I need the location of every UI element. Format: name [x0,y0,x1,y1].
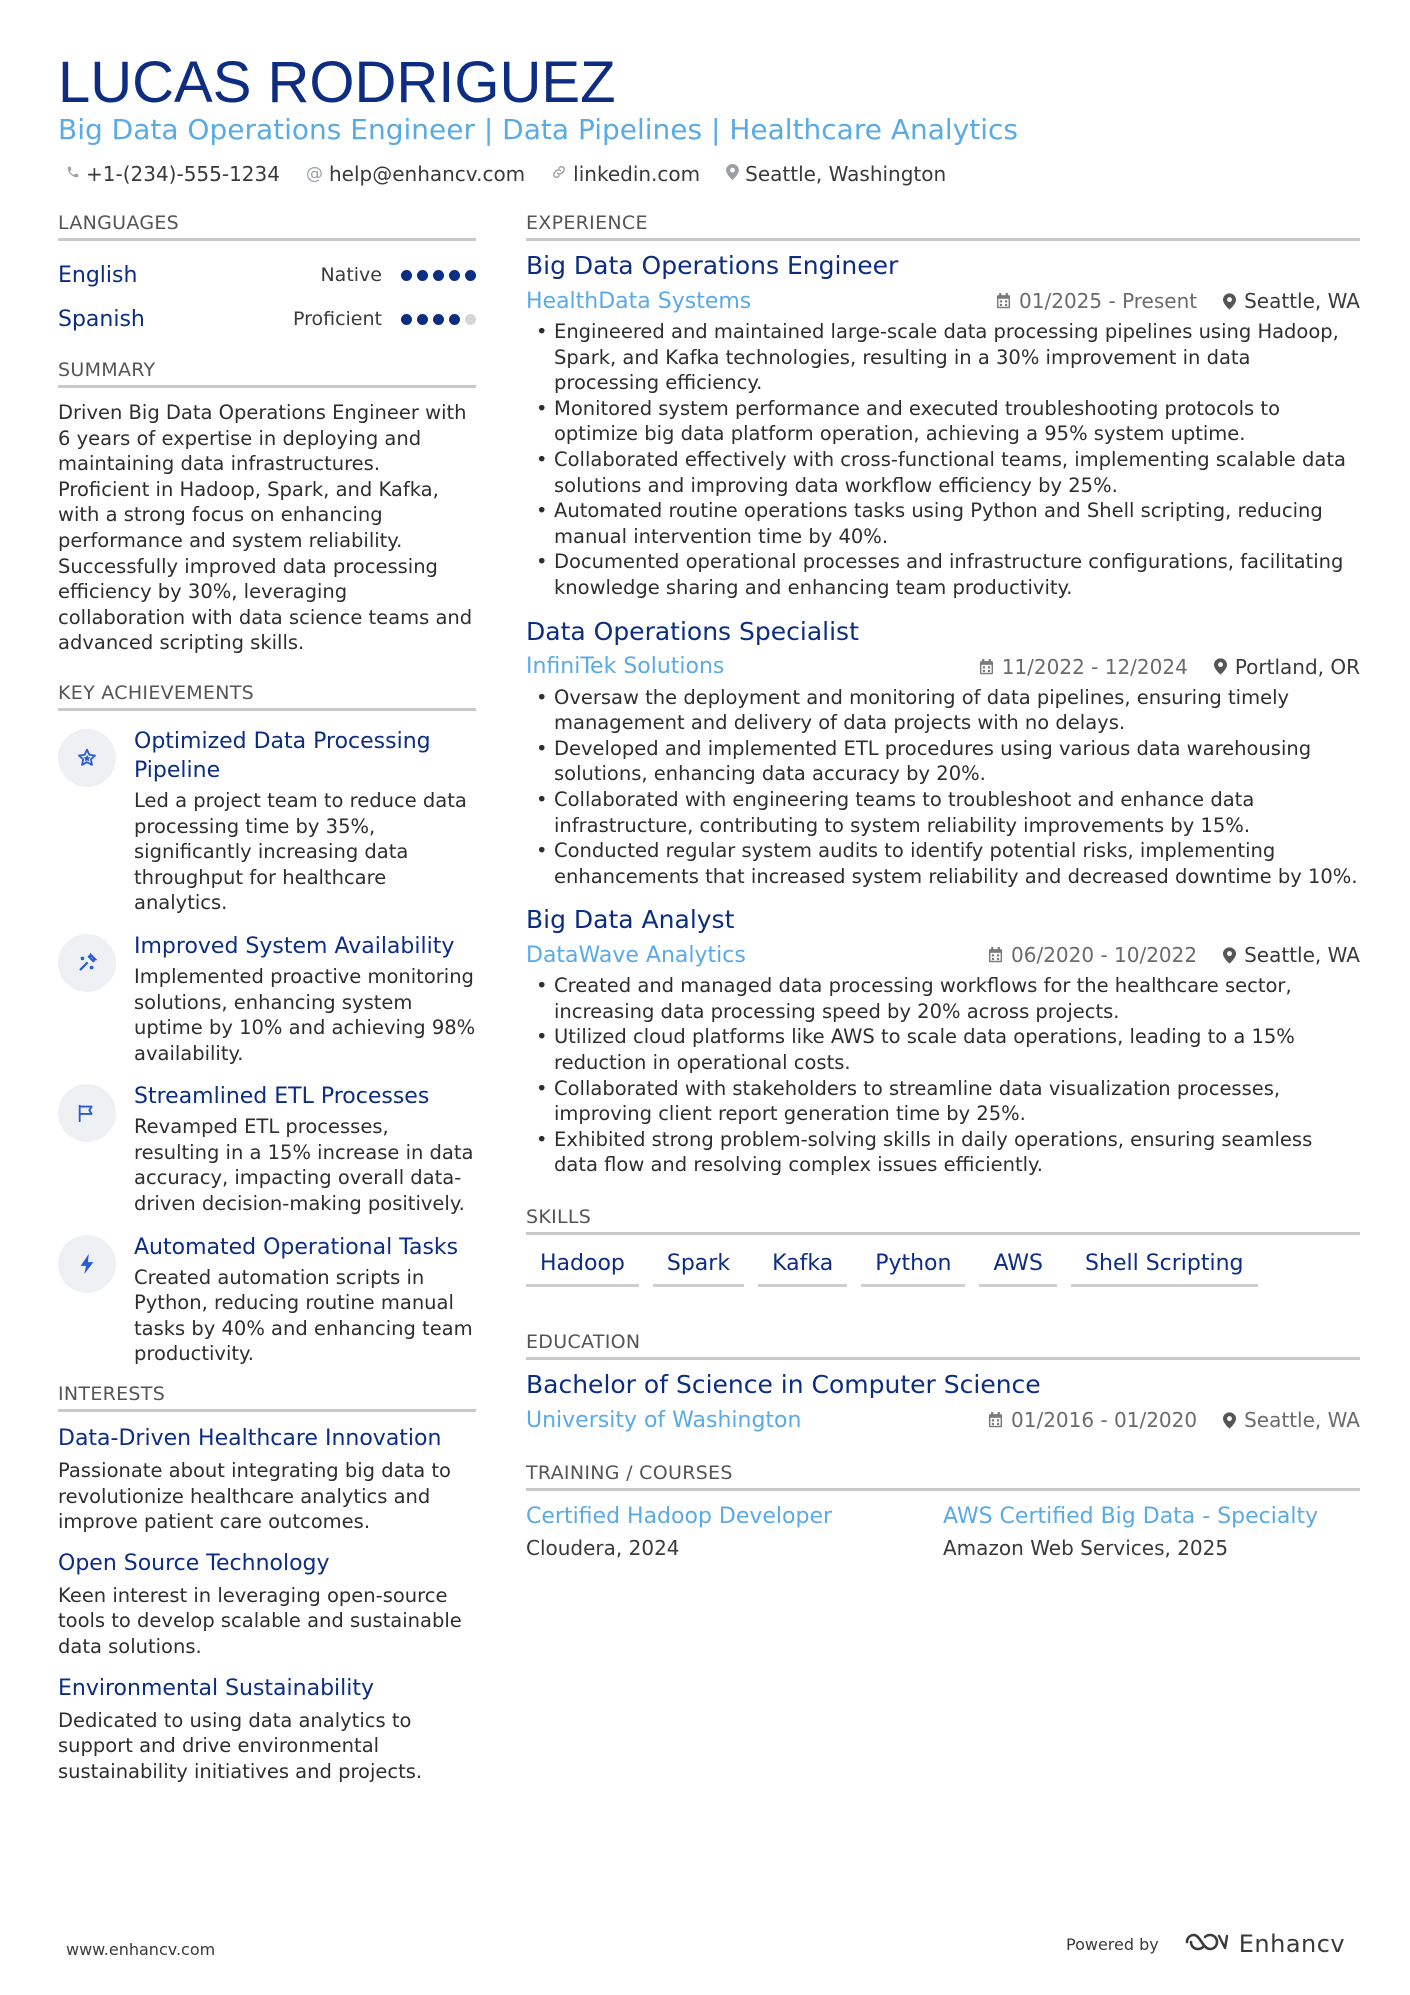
job-bullet: • Monitored system performance and executed troubleshooting protocols to optimize big data platform operation, achieving a 95% system uptime. [526,396,1360,447]
linkedin-text: linkedin.com [573,162,701,186]
job-bullet: • Developed and implemented ETL procedures using various data warehousing solutions, enhancing data accuracy by 20%. [526,736,1360,787]
language-rating [396,314,476,325]
job-dates-text: 01/2025 - Present [1019,289,1198,313]
job-location [1223,289,1360,313]
course-provider: Cloudera, 2024 [526,1536,680,1561]
interest-item [58,1549,476,1660]
achievements-heading: KEY ACHIEVEMENTS [58,682,476,711]
candidate-name: LUCAS RODRIGUEZ [58,50,616,115]
interest-title: Environmental Sustainability [58,1675,375,1701]
languages-heading: LANGUAGES [58,212,476,241]
job-bullet: • Exhibited strong problem-solving skills in daily operations, ensuring seamless data flow and resolving complex issues efficiently. [526,1127,1360,1178]
education-entry [526,1368,1360,1438]
language-row [58,253,476,297]
school-name: University of Washington [526,1407,802,1433]
location-pin-icon [1214,658,1227,675]
calendar-icon [988,1412,1003,1428]
job-bullet: • Utilized cloud platforms like AWS to scale data operations, leading to a 15% reduction in operational costs. [526,1024,1360,1075]
job-entry [526,903,1360,1178]
job-bullet: • Oversaw the deployment and monitoring of data pipelines, ensuring timely management and delivery of data projects with no delays. [526,685,1360,736]
achievement-text: Created automation scripts in Python, reducing routine manual tasks by 40% and enhancing team productivity. [134,1265,473,1366]
interest-text: Dedicated to using data analytics to support and drive environmental sustainability initiatives and projects. [58,1708,423,1783]
location-pin-icon [1223,1412,1236,1429]
skill-tag: AWS [979,1245,1057,1287]
footer-branding[interactable] [1066,1930,1345,1958]
job-meta [526,283,1360,319]
language-rating [396,270,476,281]
language-name: English [58,262,138,288]
job-dates [979,655,1188,679]
phone-icon [66,164,80,184]
company-name: HealthData Systems [526,288,752,314]
job-bullets [526,973,1360,1178]
calendar-icon [996,293,1011,309]
achievement-item [58,727,476,916]
achievement-item [58,1082,476,1216]
link-icon [551,164,567,185]
language-level: Proficient [292,308,382,330]
job-dates [988,943,1197,967]
left-column [58,212,476,1798]
rating-dot-empty [465,314,476,325]
interest-item [58,1424,476,1535]
summary-heading: SUMMARY [58,359,476,388]
language-name: Spanish [58,306,145,332]
job-dates-text: 11/2022 - 12/2024 [1001,654,1188,679]
job-entry [526,615,1360,890]
rating-dot [449,270,460,281]
location-pin-icon [726,164,739,185]
skill-tag: Kafka [758,1245,847,1287]
course-title: AWS Certified Big Data - Specialty [943,1504,1319,1530]
job-bullet: • Documented operational processes and infrastructure configurations, facilitating knowledge sharing and enhancing team productivity. [526,549,1360,600]
achievement-text: Revamped ETL processes, resulting in a 15% increase in data accuracy, impacting overall data-driven decision-making positively. [134,1115,474,1216]
achievement-text: Implemented proactive monitoring solutions, enhancing system uptime by 10% and achieving 98% availability. [134,964,476,1065]
calendar-icon [988,947,1003,963]
email-text: help@enhancv.com [328,162,526,186]
summary-text: Driven Big Data Operations Engineer with 6 years of expertise in deploying and maintaining data infrastructures. Proficient in Hadoop, Spark, and Kafka, with a strong focus on enhancing performance and system reliability. Successfully improved data processing efficiency by 30%, leveraging collaboration with data science teams and advanced scripting skills. [58,401,473,655]
rating-dot [433,314,444,325]
rating-dot [401,270,412,281]
contact-bar [66,162,972,186]
job-bullet: • Collaborated effectively with cross-functional teams, implementing scalable data solutions and improving data workflow efficiency by 25%. [526,447,1360,498]
skill-tag: Spark [653,1245,744,1287]
calendar-icon [979,659,994,675]
course-provider: Amazon Web Services, 2025 [943,1536,1229,1561]
lightning-icon [58,1235,116,1293]
interests-section [58,1424,476,1784]
achievement-text: Led a project team to reduce data processing time by 35%, significantly increasing data throughput for healthcare analytics. [134,788,467,915]
job-dates-text: 06/2020 - 10/2022 [1011,943,1198,968]
language-level: Native [320,264,382,286]
rating-dot [417,270,428,281]
job-bullets [526,319,1360,601]
course-item [943,1501,1360,1563]
phone-text: +1-(234)-555-1234 [86,162,280,186]
education-location [1223,1408,1360,1432]
brand-name: Enhancv [1238,1930,1346,1958]
contact-location [726,162,946,186]
job-bullet: • Conducted regular system audits to identify potential risks, implementing enhancements that increased system reliability and decreased downtime by 10%. [526,838,1360,889]
interest-item [58,1674,476,1785]
job-location-text: Seattle, WA [1244,289,1360,313]
job-meta [526,937,1360,973]
job-bullet: • Created and managed data processing workflows for the healthcare sector, increasing data processing speed by 20% across projects. [526,973,1360,1024]
job-title: Big Data Operations Engineer [526,251,899,280]
location-text: Seattle, Washington [745,162,947,186]
achievement-item [58,932,476,1066]
headline: Big Data Operations Engineer | Data Pipelines | Healthcare Analytics [58,113,1019,146]
achievement-title: Streamlined ETL Processes [134,1084,430,1110]
achievement-title: Optimized Data Processing Pipeline [134,728,431,783]
job-dates [996,289,1197,313]
job-location-text: Seattle, WA [1244,943,1360,968]
star-icon [58,729,116,787]
experience-heading: EXPERIENCE [526,212,1360,241]
interest-text: Keen interest in leveraging open-source tools to develop scalable and sustainable data solutions. [58,1583,462,1658]
right-column [526,212,1360,1563]
language-row [58,297,476,341]
education-meta [526,1402,1360,1438]
job-bullet: • Automated routine operations tasks using Python and Shell scripting, reducing manual intervention time by 40%. [526,498,1360,549]
rating-dot [401,314,412,325]
contact-email[interactable] [306,162,525,186]
course-item [526,1501,943,1563]
interests-heading: INTERESTS [58,1383,476,1412]
job-bullet: • Collaborated with engineering teams to troubleshoot and enhance data infrastructure, contributing to system reliability improvements by 15%. [526,787,1360,838]
job-entry [526,249,1360,601]
languages-section [58,253,476,341]
location-pin-icon [1223,947,1236,964]
skill-tag: Python [861,1245,965,1287]
achievement-title: Improved System Availability [134,933,455,959]
job-bullet: • Collaborated with stakeholders to streamline data visualization processes, improving client report generation time by 25%. [526,1076,1360,1127]
rating-dot [465,270,476,281]
rating-dot [449,314,460,325]
achievements-section [58,727,476,1367]
company-name: DataWave Analytics [526,942,746,968]
job-location-text: Portland, OR [1234,654,1360,679]
education-dates [988,1408,1197,1432]
skills-list [526,1245,1360,1287]
company-name: InfiniTek Solutions [526,654,725,680]
location-pin-icon [1223,293,1236,310]
job-location [1223,943,1360,967]
interest-title: Data-Driven Healthcare Innovation [58,1426,442,1452]
job-title: Big Data Analyst [526,905,735,935]
rating-dot [433,270,444,281]
contact-linkedin[interactable] [551,162,700,186]
job-bullet: • Engineered and maintained large-scale data processing pipelines using Hadoop, Spark, and Kafka technologies, resulting in a 30% improvement in data processing efficiency. [526,319,1360,396]
skills-heading: SKILLS [526,1206,1360,1235]
training-list [526,1501,1360,1563]
degree-title: Bachelor of Science in Computer Science [526,1370,1041,1400]
skill-tag: Shell Scripting [1071,1245,1258,1287]
job-bullets [526,685,1360,890]
job-location [1214,655,1360,679]
achievement-title: Automated Operational Tasks [134,1234,459,1260]
tools-icon [58,934,116,992]
achievement-item [58,1233,476,1367]
job-meta [526,649,1360,685]
course-title: Certified Hadoop Developer [526,1504,833,1530]
interest-title: Open Source Technology [58,1550,330,1576]
interest-text: Passionate about integrating big data to revolutionize healthcare analytics and improve patient care outcomes. [58,1459,451,1534]
enhancv-logo-icon [1183,1930,1229,1958]
flag-icon [58,1084,116,1142]
training-heading: TRAINING / COURSES [526,1462,1360,1491]
powered-by-text: Powered by [1066,1934,1159,1954]
at-icon: @ [305,164,323,184]
footer-website[interactable]: www.enhancv.com [66,1940,216,1959]
job-title: Data Operations Specialist [526,616,859,646]
contact-phone[interactable] [66,162,280,186]
education-heading: EDUCATION [526,1331,1360,1360]
education-dates-text: 01/2016 - 01/2020 [1011,1408,1198,1433]
skill-tag: Hadoop [526,1245,639,1287]
education-location-text: Seattle, WA [1244,1408,1360,1433]
rating-dot [417,314,428,325]
